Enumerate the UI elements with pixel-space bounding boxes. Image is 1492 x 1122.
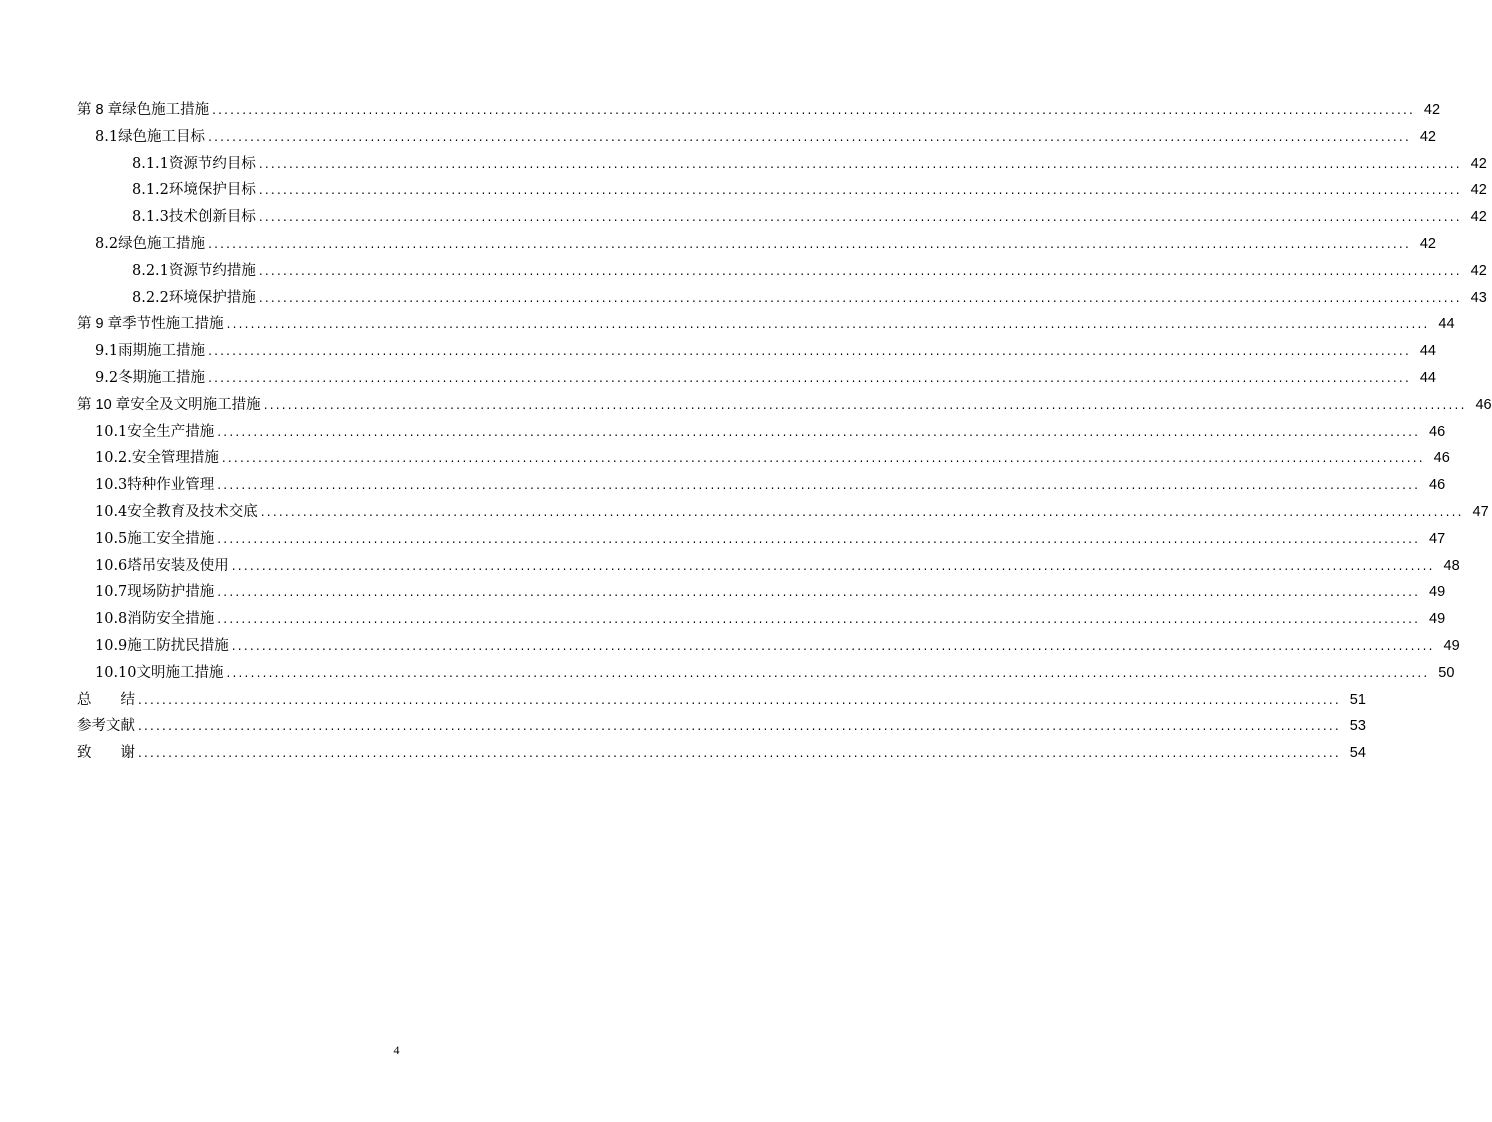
- toc-entry[interactable]: [77, 232, 1436, 259]
- toc-entry-title: 安全生产措施: [127, 423, 215, 440]
- toc-entry-page: 49: [1429, 611, 1446, 628]
- toc-entry-page: 42: [1470, 155, 1487, 172]
- toc-dot-leader: ........................................................................................................................................................................................................: [208, 370, 1411, 385]
- toc-entry-title: 现场防护措施: [127, 584, 215, 601]
- toc-entry-number: 8.1.2: [132, 182, 169, 199]
- toc-entry-title: 绿色施工目标: [118, 128, 206, 145]
- toc-entry[interactable]: [77, 741, 1366, 768]
- toc-entry-page: 46: [1429, 423, 1446, 440]
- toc-entry[interactable]: [77, 312, 1455, 339]
- toc-entry[interactable]: [77, 446, 1450, 473]
- toc-entry-page: 46: [1475, 396, 1492, 413]
- toc-entry-title: 施工防扰民措施: [127, 637, 229, 654]
- toc-dot-leader: ........................................................................................................................................................................................................: [138, 692, 1341, 707]
- toc-entry[interactable]: [77, 554, 1460, 581]
- toc-entry-title: 技术创新目标: [168, 209, 256, 226]
- toc-entry-title: 环境保护目标: [168, 182, 256, 199]
- toc-dot-leader: ........................................................................................................................................................................................................: [231, 638, 1435, 653]
- toc-entry-page: 43: [1470, 289, 1487, 306]
- toc-dot-leader: ........................................................................................................................................................................................................: [217, 478, 1421, 493]
- toc-entry-number: 第 10 章: [77, 396, 131, 413]
- toc-dot-leader: ........................................................................................................................................................................................................: [258, 290, 1462, 305]
- toc-entry-number: 第 9 章: [77, 316, 123, 333]
- toc-entry-title: 绿色施工措施: [118, 235, 206, 252]
- toc-entry-page: 54: [1349, 745, 1366, 762]
- toc-entry-number: 8.1.1: [132, 155, 169, 172]
- toc-entry-page: 51: [1349, 691, 1366, 708]
- toc-entry-page: 44: [1419, 369, 1436, 386]
- toc-entry[interactable]: [77, 339, 1436, 366]
- toc-dot-leader: ........................................................................................................................................................................................................: [260, 504, 1464, 519]
- toc-dot-leader: ........................................................................................................................................................................................................: [258, 263, 1462, 278]
- toc-entry-number: 8.1.3: [132, 209, 169, 226]
- toc-entry-number: 10.7: [95, 584, 128, 601]
- toc-entry-title: 消防安全措施: [127, 611, 215, 628]
- toc-dot-leader: ........................................................................................................................................................................................................: [208, 129, 1411, 144]
- toc-entry-page: 44: [1438, 316, 1455, 333]
- page-number: 4: [393, 1043, 400, 1057]
- toc-entry-title: 致 谢: [77, 745, 135, 762]
- toc-entry-title: 安全管理措施: [131, 450, 219, 467]
- toc-dot-leader: ........................................................................................................................................................................................................: [212, 103, 1416, 117]
- toc-entry-title: 季节性施工措施: [122, 316, 224, 333]
- toc-entry-number: 第 8 章: [77, 102, 123, 118]
- toc-entry-number: 10.2.: [95, 450, 132, 467]
- toc-entry[interactable]: [77, 634, 1460, 661]
- toc-entry[interactable]: [77, 500, 1489, 527]
- toc-entry-title: 雨期施工措施: [118, 343, 206, 360]
- toc-entry[interactable]: [77, 393, 1492, 420]
- toc-entry-page: 42: [1470, 262, 1487, 279]
- toc-entry-number: 10.6: [95, 557, 128, 574]
- toc-entry-title: 资源节约措施: [168, 262, 256, 279]
- toc-entry-title: 参考文献: [77, 718, 135, 735]
- toc-entry-title: 安全及文明施工措施: [130, 396, 261, 413]
- toc-entry-title: 绿色施工措施: [122, 102, 210, 118]
- toc-entry-page: 42: [1423, 102, 1441, 118]
- toc-entry-number: 10.1: [95, 423, 128, 440]
- toc-entry-page: 46: [1429, 477, 1446, 494]
- toc-dot-leader: ........................................................................................................................................................................................................: [138, 719, 1341, 734]
- toc-entry-title: 安全教育及技术交底: [127, 503, 258, 520]
- toc-entry-title: 总 结: [77, 691, 135, 708]
- toc-dot-leader: ........................................................................................................................................................................................................: [208, 236, 1411, 251]
- toc-entry-number: 10.8: [95, 611, 128, 628]
- toc-dot-leader: ........................................................................................................................................................................................................: [208, 344, 1411, 359]
- toc-dot-leader: ........................................................................................................................................................................................................: [258, 156, 1462, 171]
- toc-entry-page: 42: [1419, 128, 1436, 145]
- toc-entry-number: 10.3: [95, 477, 128, 494]
- toc-entry-title: 环境保护措施: [168, 289, 256, 306]
- toc-dot-leader: ........................................................................................................................................................................................................: [217, 424, 1421, 439]
- toc-entry-title: 资源节约目标: [168, 155, 256, 172]
- toc-entry-page: 44: [1419, 343, 1436, 360]
- toc-dot-leader: ........................................................................................................................................................................................................: [217, 585, 1421, 600]
- toc-entry[interactable]: [77, 366, 1436, 393]
- toc-entry[interactable]: [77, 661, 1455, 688]
- toc-entry-page: 49: [1429, 584, 1446, 601]
- toc-entry-page: 42: [1470, 182, 1487, 199]
- toc-entry[interactable]: [77, 152, 1487, 179]
- toc-entry-number: 8.1: [95, 128, 119, 145]
- toc-dot-leader: ........................................................................................................................................................................................................: [231, 558, 1435, 573]
- toc-entry-title: 冬期施工措施: [118, 369, 206, 386]
- toc-entry-page: 47: [1429, 530, 1446, 547]
- toc-dot-leader: ........................................................................................................................................................................................................: [226, 665, 1430, 680]
- toc-entry-page: 46: [1433, 450, 1450, 467]
- toc-entry[interactable]: [77, 580, 1446, 607]
- toc-entry-number: 8.2: [95, 235, 119, 252]
- toc-entry[interactable]: [77, 420, 1446, 447]
- toc-entry[interactable]: [77, 286, 1487, 313]
- toc-entry-title: 文明施工措施: [136, 664, 224, 681]
- toc-entry-number: 9.1: [95, 343, 119, 360]
- toc-dot-leader: ........................................................................................................................................................................................................: [217, 612, 1421, 627]
- table-of-contents: [77, 98, 1492, 768]
- toc-entry-title: 特种作业管理: [127, 477, 215, 494]
- toc-entry[interactable]: [77, 125, 1436, 152]
- toc-entry[interactable]: [77, 473, 1446, 500]
- toc-entry-page: 49: [1443, 637, 1460, 654]
- toc-entry-page: 53: [1349, 718, 1366, 735]
- toc-entry-page: 47: [1472, 503, 1489, 520]
- toc-entry-page: 50: [1438, 664, 1455, 681]
- toc-dot-leader: ........................................................................................................................................................................................................: [217, 531, 1421, 546]
- toc-entry[interactable]: [77, 527, 1446, 554]
- toc-entry-number: 9.2: [95, 369, 119, 386]
- toc-entry-page: 48: [1443, 557, 1460, 574]
- toc-dot-leader: ........................................................................................................................................................................................................: [221, 451, 1425, 466]
- toc-dot-leader: ........................................................................................................................................................................................................: [263, 397, 1467, 412]
- toc-entry-number: 8.2.2: [132, 289, 169, 306]
- toc-dot-leader: ........................................................................................................................................................................................................: [258, 183, 1462, 198]
- toc-entry-title: 塔吊安装及使用: [127, 557, 229, 574]
- toc-entry-number: 10.4: [95, 503, 128, 520]
- toc-entry[interactable]: [77, 714, 1366, 741]
- toc-entry-page: 42: [1419, 235, 1436, 252]
- toc-entry-number: 8.2.1: [132, 262, 169, 279]
- toc-entry[interactable]: [77, 607, 1446, 634]
- toc-dot-leader: ........................................................................................................................................................................................................: [258, 210, 1462, 225]
- toc-entry-title: 施工安全措施: [127, 530, 215, 547]
- toc-dot-leader: ........................................................................................................................................................................................................: [226, 317, 1430, 332]
- toc-entry[interactable]: [77, 688, 1366, 715]
- toc-entry[interactable]: [77, 205, 1487, 232]
- toc-entry[interactable]: [77, 98, 1441, 125]
- toc-entry-page: 42: [1470, 209, 1487, 226]
- toc-entry-number: 10.5: [95, 530, 128, 547]
- toc-entry[interactable]: [77, 178, 1487, 205]
- toc-entry-number: 10.10: [95, 664, 137, 681]
- toc-dot-leader: ........................................................................................................................................................................................................: [138, 746, 1341, 761]
- toc-entry[interactable]: [77, 259, 1487, 286]
- toc-entry-number: 10.9: [95, 637, 128, 654]
